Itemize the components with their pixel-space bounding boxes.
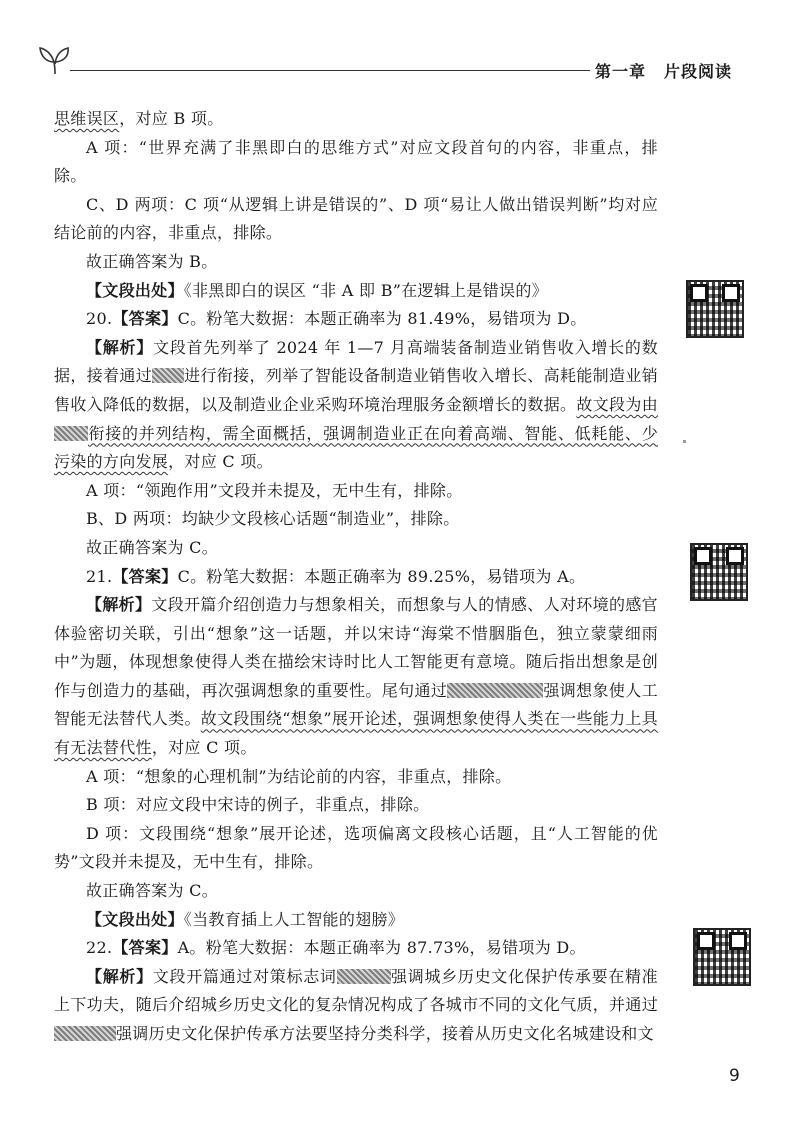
analysis-paragraph xyxy=(54,334,658,477)
redacted-mark xyxy=(54,426,88,441)
underlined-text: 衔接的并列结构，需全面概括，强调制造业正在向着高端、智能、低耗能、少污染的方向发展 xyxy=(54,423,658,472)
question-number: 20. xyxy=(86,309,113,329)
text: 文段开篇通过对策标志词 xyxy=(152,966,337,986)
question-number: 21. xyxy=(86,566,113,586)
paragraph: 故正确答案为 B。 xyxy=(86,251,218,271)
source-paragraph xyxy=(54,906,658,935)
leaf-icon xyxy=(38,40,72,76)
underlined-text: 故文段为由 xyxy=(576,394,658,414)
analysis-label: 【解析】 xyxy=(86,337,154,357)
answer-label: 【答案】 xyxy=(112,566,178,586)
redacted-mark xyxy=(152,368,184,383)
analysis-paragraph xyxy=(54,963,658,1049)
answer-text: C。粉笔大数据：本题正确率为 89.25%，易错项为 A。 xyxy=(177,566,586,586)
text: 强调历史文化保护传承方法要坚持分类科学，接着从历史文化名城建设和文 xyxy=(116,1024,654,1043)
header-rule xyxy=(70,70,590,71)
paragraph: C、D 两项：C 项“从逻辑上讲是错误的”、D 项“易让人做出错误判断”均对应结论前的内容，非重点，排除。 xyxy=(54,194,658,243)
paragraph: A 项：“领跑作用”文段并未提及，无中生有，排除。 xyxy=(86,480,463,500)
analysis-paragraph xyxy=(54,591,658,763)
paragraph: B、D 两项：均缺少文段核心话题“制造业”，排除。 xyxy=(86,509,460,529)
answer-text: A。粉笔大数据：本题正确率为 87.73%，易错项为 D。 xyxy=(177,938,586,958)
source-label: 【文段出处】 xyxy=(86,280,184,300)
page-header xyxy=(0,0,800,90)
chapter-number: 第一章 xyxy=(595,62,647,81)
paragraph: B 项：对应文段中宋诗的例子，非重点，排除。 xyxy=(86,795,430,815)
redacted-mark xyxy=(447,683,543,698)
text: ，对应 C 项。 xyxy=(151,738,257,758)
text: 强调城乡历史文化保护传承要在精准上下功夫，随后介绍城乡历史文化的复杂情况构成了各城市不同的文化气质，并通过 xyxy=(54,966,658,1015)
analysis-label: 【解析】 xyxy=(86,595,152,615)
source-text: 《当教育插上人工智能的翅膀》 xyxy=(183,909,405,929)
text: ，对应 B 项。 xyxy=(119,109,224,128)
answer-text: C。粉笔大数据：本题正确率为 81.49%，易错项为 D。 xyxy=(177,309,587,329)
text: 进行衔接，列举了智能设备制造业销售收入增长、高耗能制造业销售收入降低的数据，以及制造业企业采购环境治理服务金额增长的数据。 xyxy=(54,366,658,414)
answer-label: 【答案】 xyxy=(112,309,178,329)
question-number: 22. xyxy=(86,938,113,958)
answer-label: 【答案】 xyxy=(112,938,178,958)
qr-code-icon[interactable] xyxy=(690,543,748,601)
redacted-mark xyxy=(54,1026,116,1041)
paragraph: A 项：“想象的心理机制”为结论前的内容，非重点，排除。 xyxy=(86,766,512,786)
qr-code-icon[interactable] xyxy=(686,280,744,338)
page-content xyxy=(54,105,658,1049)
source-label: 【文段出处】 xyxy=(86,909,184,929)
paragraph: 故正确答案为 C。 xyxy=(86,881,219,901)
page-number: 9 xyxy=(729,1066,740,1086)
qr-code-icon[interactable] xyxy=(693,928,751,986)
redacted-mark xyxy=(337,969,391,984)
chapter-title xyxy=(595,59,732,82)
underlined-text: 故文段围绕“想象”展开论述，强调想象使得人类在一些能力上具有无法替代性 xyxy=(54,709,659,758)
source-paragraph xyxy=(54,277,658,306)
section-name: 片段阅读 xyxy=(664,62,733,81)
answer-paragraph xyxy=(54,934,658,963)
analysis-label: 【解析】 xyxy=(86,966,153,986)
scan-speck xyxy=(683,440,686,443)
source-text: 《非黑即白的误区 “非 A 即 B”在逻辑上是错误的》 xyxy=(183,280,548,300)
paragraph: A 项：“世界充满了非黑即白的思维方式”对应文段首句的内容，非重点，排除。 xyxy=(54,137,658,186)
paragraph: 故正确答案为 C。 xyxy=(86,537,219,557)
text: ，对应 C 项。 xyxy=(168,452,273,472)
underlined-text: 思维误区 xyxy=(54,109,120,128)
text: 强调想象使人工智能无法替代人类。 xyxy=(54,680,658,729)
text: 文段开篇介绍创造力与想象相关，而想象与人的情感、人对环境的感官体验密切关联，引出“想象”这一话题，并以宋诗“海棠不惜胭脂色，独立蒙蒙细雨中”为题，体现想象使得人类在描绘宋诗时比人工智能更有意境。随后指出想象是创作与创造力的基础，再次强调想象的重要性。尾句通过 xyxy=(54,595,658,700)
text: 文段首先列举了 2024 年 1—7 月高端装备制造业销售收入增长的数据，接着通过 xyxy=(54,337,658,386)
paragraph xyxy=(54,105,658,134)
paragraph: D 项：文段围绕“想象”展开论述，选项偏离文段核心话题，且“人工智能的优势”文段并未提及，无中生有，排除。 xyxy=(54,823,658,872)
answer-paragraph xyxy=(54,305,658,334)
answer-paragraph xyxy=(54,563,658,592)
